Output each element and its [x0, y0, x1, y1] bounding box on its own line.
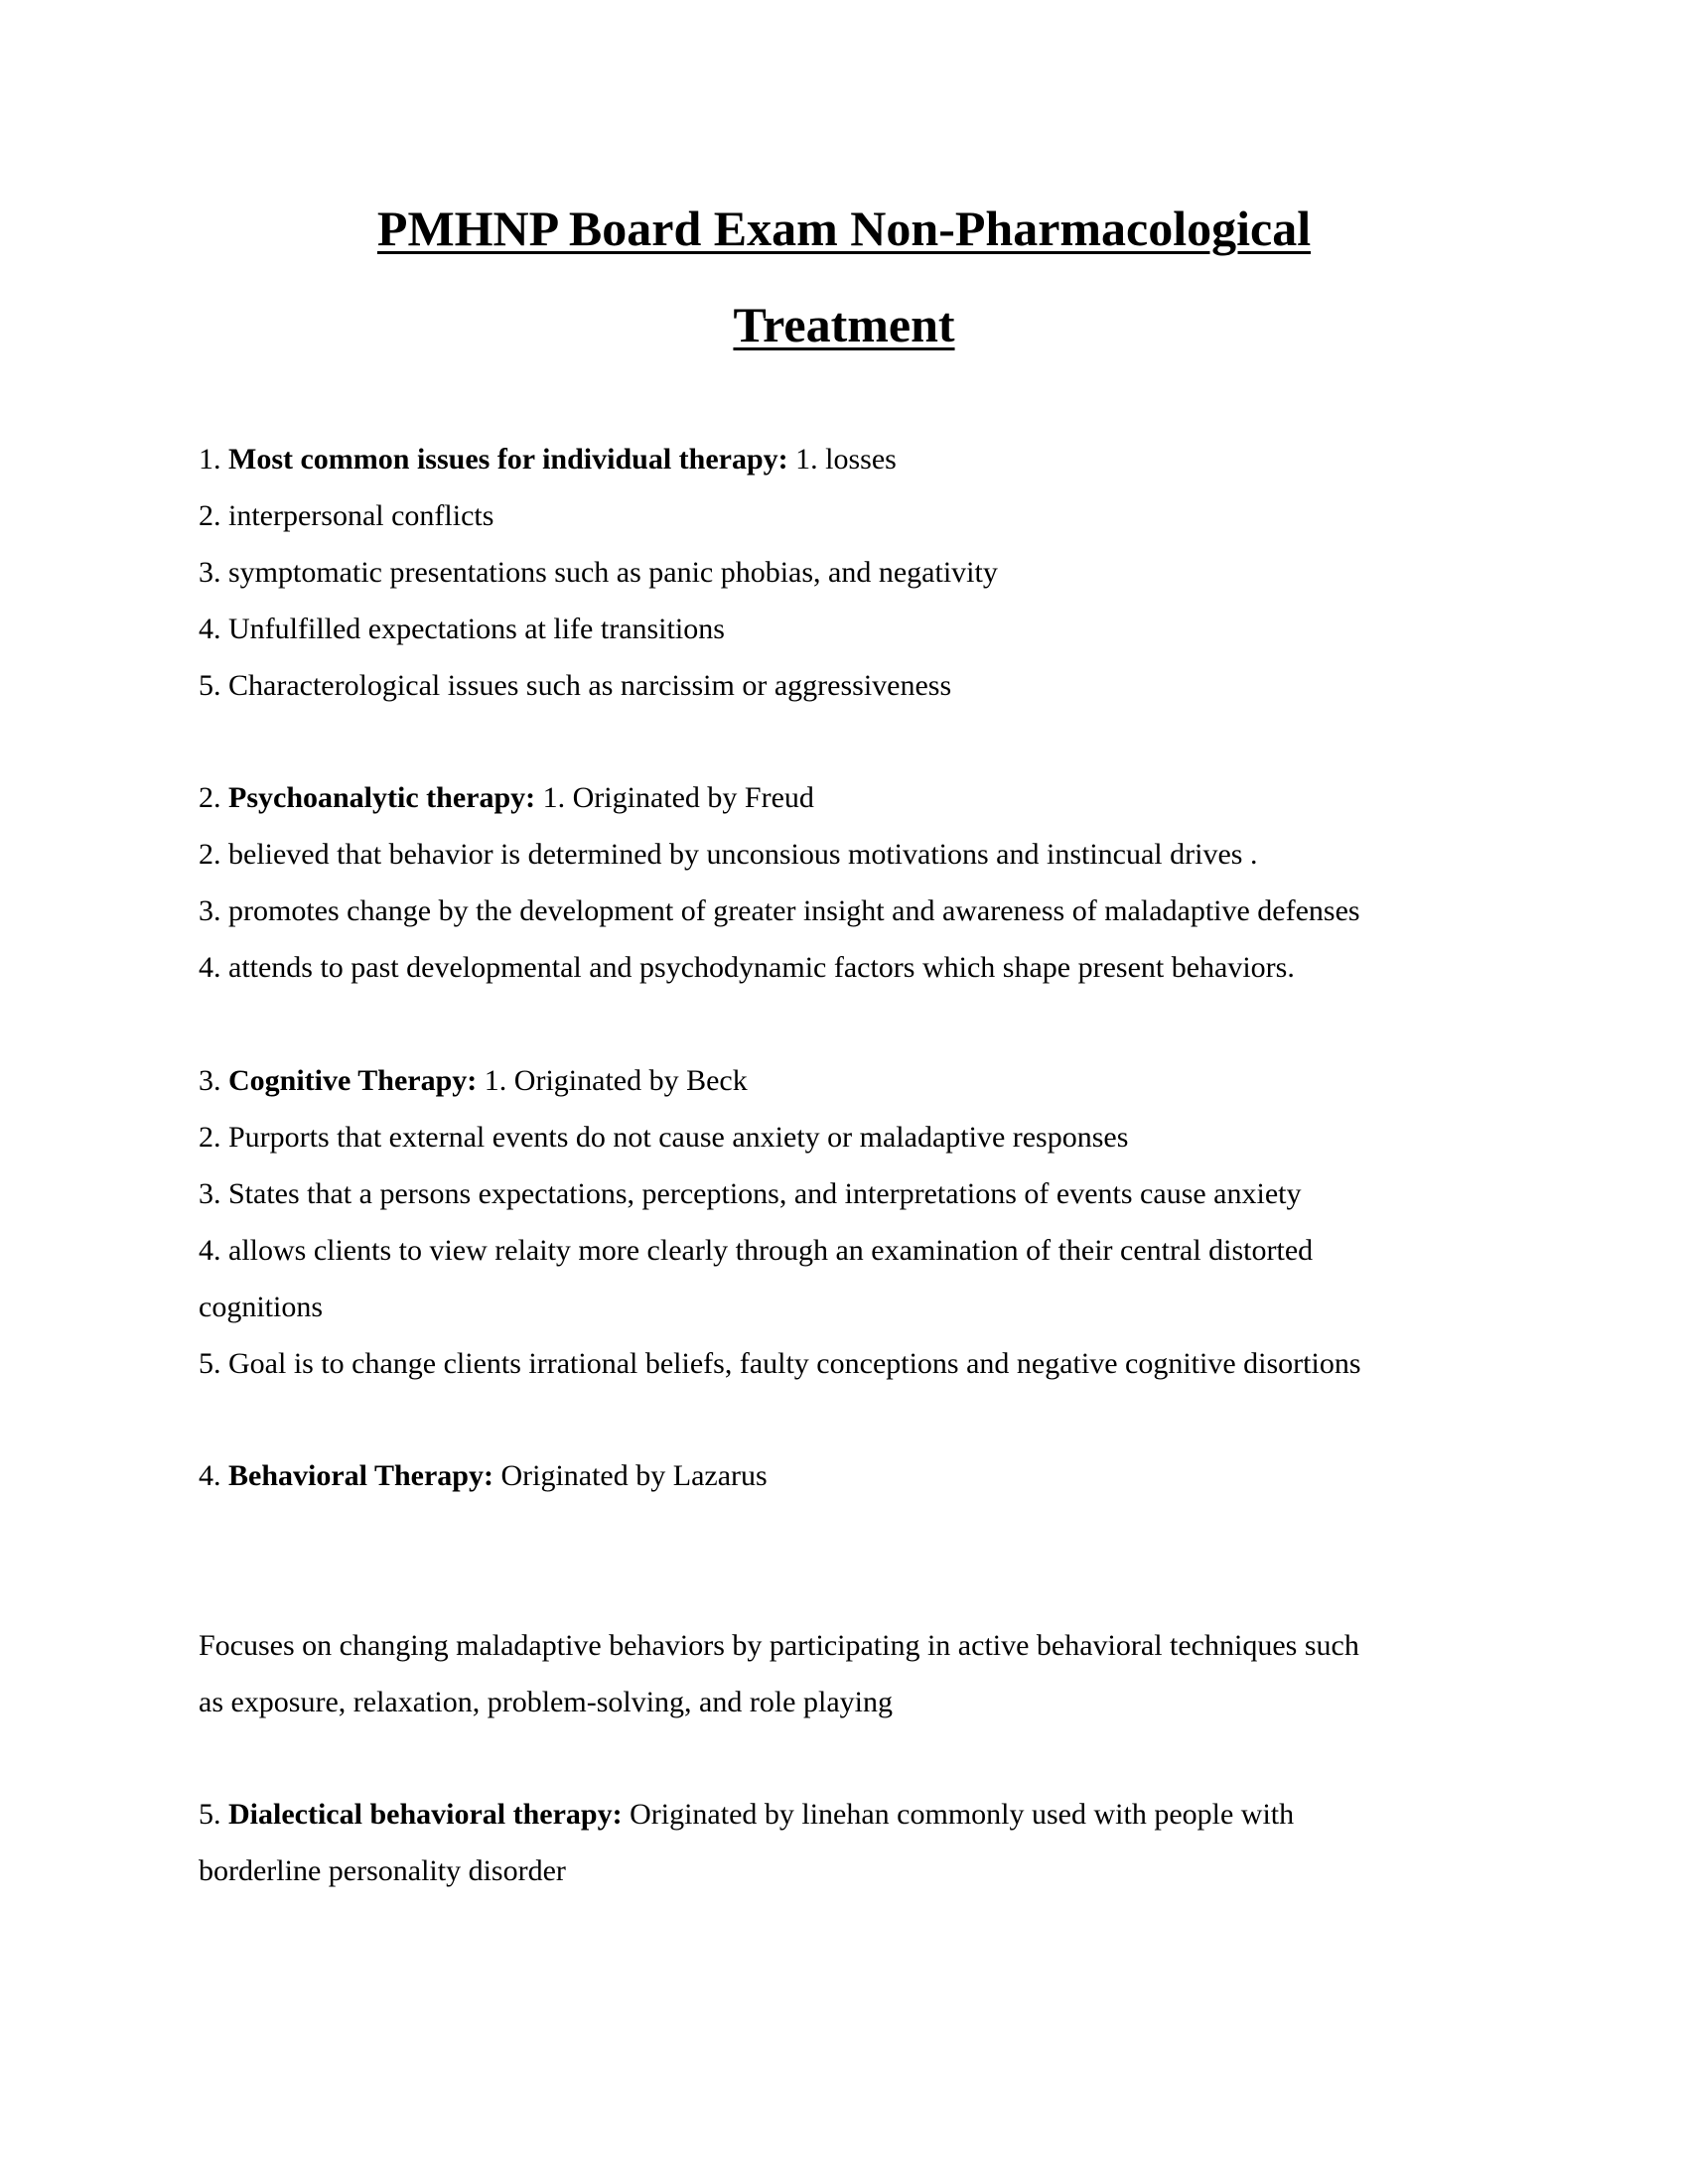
- list-item: 4. Unfulfilled expectations at life transitions: [199, 613, 725, 645]
- list-item: 1. losses: [795, 443, 897, 476]
- section-number: 2.: [199, 781, 221, 814]
- list-item: 4. allows clients to view relaity more clearly through an examination of their central distorted: [199, 1234, 1314, 1267]
- section-1-heading-line: [199, 440, 1509, 479]
- list-item: 2. Purports that external events do not cause anxiety or maladaptive responses: [199, 1121, 1129, 1154]
- section-heading: Most common issues for individual therapy:: [228, 443, 788, 476]
- page-title-line-1: PMHNP Board Exam Non-Pharmacological: [376, 201, 1312, 256]
- paragraph-line: borderline personality disorder: [199, 1854, 566, 1887]
- list-item: cognitions: [199, 1291, 323, 1323]
- section-number: 1.: [199, 443, 221, 476]
- section-number: 5.: [199, 1798, 221, 1831]
- list-item: 3. States that a persons expectations, perceptions, and interpretations of events cause anxiety: [199, 1177, 1302, 1210]
- list-item: 5. Characterological issues such as narcissim or aggressiveness: [199, 669, 952, 702]
- section-5-heading-line: [199, 1795, 1509, 1835]
- section-2-heading-line: [199, 778, 1509, 818]
- list-item: 5. Goal is to change clients irrational beliefs, faulty conceptions and negative cognitive disortions: [199, 1347, 1361, 1380]
- list-item: 1. Originated by Beck: [484, 1064, 748, 1097]
- list-item: 3. symptomatic presentations such as panic phobias, and negativity: [199, 556, 998, 589]
- section-3-heading-line: [199, 1061, 1509, 1101]
- list-item: 2. believed that behavior is determined by unconsious motivations and instincual drives .: [199, 838, 1258, 871]
- section-heading: Cognitive Therapy:: [228, 1064, 478, 1097]
- list-item: 2. interpersonal conflicts: [199, 499, 494, 532]
- section-4-heading-line: [199, 1456, 1509, 1496]
- paragraph-line: Focuses on changing maladaptive behaviors by participating in active behavioral techniques such: [199, 1629, 1359, 1662]
- list-item: 4. attends to past developmental and psychodynamic factors which shape present behaviors.: [199, 951, 1295, 984]
- list-item: 1. Originated by Freud: [542, 781, 814, 814]
- list-item: 3. promotes change by the development of greater insight and awareness of maladaptive defenses: [199, 894, 1360, 927]
- list-item: Originated by Lazarus: [500, 1459, 768, 1492]
- section-heading: Dialectical behavioral therapy:: [228, 1798, 623, 1831]
- section-number: 3.: [199, 1064, 221, 1097]
- section-number: 4.: [199, 1459, 221, 1492]
- paragraph-line: as exposure, relaxation, problem-solving, and role playing: [199, 1686, 893, 1718]
- paragraph-line: Originated by linehan commonly used with people with: [630, 1798, 1295, 1831]
- page-title-line-2: Treatment: [733, 297, 955, 352]
- section-heading: Behavioral Therapy:: [228, 1459, 493, 1492]
- section-heading: Psychoanalytic therapy:: [228, 781, 536, 814]
